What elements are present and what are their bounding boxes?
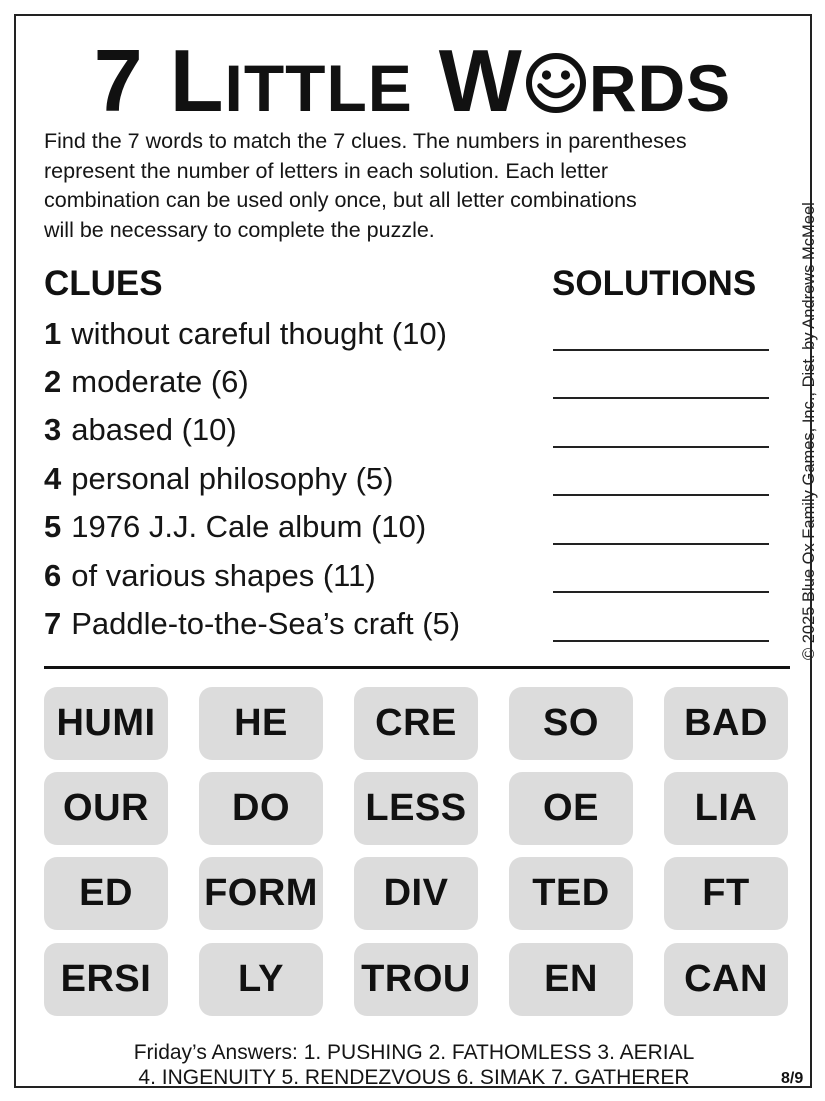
letter-tile[interactable]: EN xyxy=(509,943,633,1016)
logo-word-little-rest: ITTLE xyxy=(224,51,413,125)
clue-row xyxy=(44,554,376,598)
letter-tile[interactable]: DIV xyxy=(354,857,478,930)
clue-row xyxy=(44,360,249,404)
clue-text: without careful thought (10) xyxy=(71,316,447,351)
copyright-notice: © 2025 Blue Ox Family Games, Inc., Dist. by Andrews McMeel xyxy=(800,202,818,660)
clue-row xyxy=(44,408,237,452)
clue-number: 5 xyxy=(44,509,62,544)
clue-text: personal philosophy (5) xyxy=(71,461,394,496)
instructions-line: Find the 7 words to match the 7 clues. The numbers in parentheses xyxy=(44,129,687,153)
instructions-line: represent the number of letters in each solution. Each letter xyxy=(44,158,609,183)
letter-tile[interactable]: LY xyxy=(199,943,323,1016)
letter-tile[interactable]: DO xyxy=(199,772,323,845)
letter-tile[interactable]: ERSI xyxy=(44,943,168,1016)
clue-number: 3 xyxy=(44,412,62,447)
clue-row xyxy=(44,602,460,646)
solution-blank-7[interactable] xyxy=(553,640,769,642)
section-divider xyxy=(44,666,790,669)
logo-letter-l: L xyxy=(169,31,225,130)
letter-tile[interactable]: HE xyxy=(199,687,323,760)
logo-number: 7 xyxy=(93,31,144,130)
clue-text: Paddle-to-the-Sea’s craft (5) xyxy=(71,606,461,641)
clue-row xyxy=(44,457,394,501)
letter-tile[interactable]: HUMI xyxy=(44,687,168,760)
clue-row xyxy=(44,505,426,549)
letter-tile[interactable]: CRE xyxy=(354,687,478,760)
solution-blank-1[interactable] xyxy=(553,349,769,351)
instructions xyxy=(44,127,792,245)
clue-text: moderate (6) xyxy=(71,364,249,399)
puzzle-logo xyxy=(0,30,825,130)
letter-tile[interactable]: OUR xyxy=(44,772,168,845)
clue-text: 1976 J.J. Cale album (10) xyxy=(71,509,427,544)
logo-letter-w: W xyxy=(438,31,523,130)
clue-number: 4 xyxy=(44,461,62,496)
previous-answers-line-2: 4. INGENUITY 5. RENDEZVOUS 6. SIMAK 7. GATHERER xyxy=(138,1066,690,1089)
letter-tile[interactable]: CAN xyxy=(664,943,788,1016)
smiley-face-icon xyxy=(524,51,588,115)
letter-tile[interactable]: TED xyxy=(509,857,633,930)
solution-blank-6[interactable] xyxy=(553,591,769,593)
letter-tile[interactable]: ED xyxy=(44,857,168,930)
solutions-header: SOLUTIONS xyxy=(552,264,757,303)
letter-tile[interactable]: FORM xyxy=(199,857,323,930)
letter-tile[interactable]: BAD xyxy=(664,687,788,760)
clue-number: 7 xyxy=(44,606,62,641)
letter-tile[interactable]: OE xyxy=(509,772,633,845)
clue-row xyxy=(44,312,447,356)
clue-text: abased (10) xyxy=(71,412,237,447)
instructions-line: combination can be used only once, but all letter combinations xyxy=(44,188,637,212)
clue-number: 6 xyxy=(44,558,62,593)
letter-tile[interactable]: LESS xyxy=(354,772,478,845)
letter-tile[interactable]: LIA xyxy=(664,772,788,845)
solution-blank-3[interactable] xyxy=(553,446,769,448)
clue-text: of various shapes (11) xyxy=(71,558,376,593)
logo-word-words-rest: RDS xyxy=(588,51,732,125)
solution-blank-2[interactable] xyxy=(553,397,769,399)
clues-header: CLUES xyxy=(44,264,163,303)
letter-tile[interactable]: TROU xyxy=(354,943,478,1016)
clue-number: 1 xyxy=(44,316,62,351)
puzzle-date: 8/9 xyxy=(781,1070,804,1087)
instructions-line: will be necessary to complete the puzzle. xyxy=(44,217,435,242)
letter-tile[interactable]: FT xyxy=(664,857,788,930)
solution-blank-4[interactable] xyxy=(553,494,769,496)
letter-tile[interactable]: SO xyxy=(509,687,633,760)
previous-answers-line-1: Friday’s Answers: 1. PUSHING 2. FATHOMLESS 3. AERIAL xyxy=(133,1041,695,1064)
clue-number: 2 xyxy=(44,364,62,399)
solution-blank-5[interactable] xyxy=(553,543,769,545)
